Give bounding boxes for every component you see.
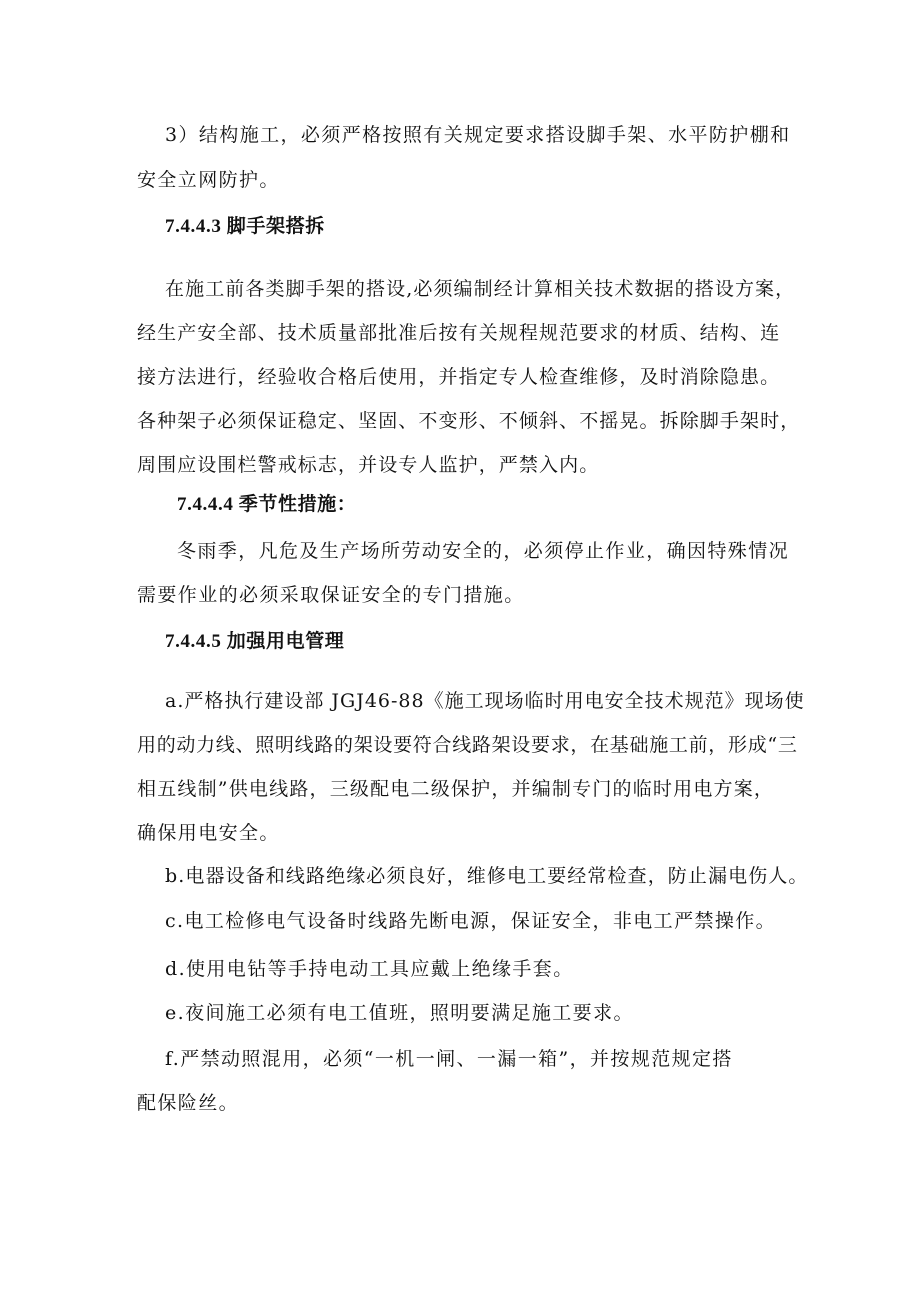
paragraph-season-line-1: 冬雨季，凡危及生产场所劳动安全的，必须停止作业，确因特殊情况 xyxy=(177,540,790,562)
item-d: d.使用电钻等手持电动工具应戴上绝缘手套。 xyxy=(165,958,574,980)
section-heading-7443: 7.4.4.3 脚手架搭拆 xyxy=(165,216,325,237)
item-e: e.夜间施工必须有电工值班，照明要满足施工要求。 xyxy=(165,1002,634,1024)
paragraph-scaffold-line-4: 各种架子必须保证稳定、坚固、不变形、不倾斜、不摇晃。拆除脚手架时， xyxy=(137,410,801,432)
item-a-line-2: 用的动力线、照明线路的架设要符合线路架设要求，在基础施工前，形成“三 xyxy=(137,734,798,756)
paragraph-scaffold-line-2: 经生产安全部、技术质量部批准后按有关规程规范要求的材质、结构、连 xyxy=(137,322,781,344)
paragraph-season-line-2: 需要作业的必须采取保证安全的专门措施。 xyxy=(137,584,525,606)
item-f-line-2: 配保险丝。 xyxy=(137,1092,240,1114)
paragraph-scaffold-line-5: 周围应设围栏警戒标志，并设专人监护，严禁入内。 xyxy=(137,454,600,476)
paragraph-scaffold-line-3: 接方法进行，经验收合格后使用，并指定专人检查维修，及时消除隐患。 xyxy=(137,366,781,388)
paragraph-structure-line-2: 安全立网防护。 xyxy=(137,169,280,191)
section-heading-7444: 7.4.4.4 季节性措施： xyxy=(177,494,357,515)
section-heading-7445: 7.4.4.5 加强用电管理 xyxy=(165,631,345,652)
item-b: b.电器设备和线路绝缘必须良好，维修电工要经常检查，防止漏电伤人。 xyxy=(165,865,809,887)
paragraph-structure-line-1: 3）结构施工，必须严格按照有关规定要求搭设脚手架、水平防护棚和 xyxy=(165,124,791,146)
paragraph-scaffold-line-1: 在施工前各类脚手架的搭设,必须编制经计算相关技术数据的搭设方案， xyxy=(165,278,796,300)
item-a-line-4: 确保用电安全。 xyxy=(137,822,280,844)
item-a-line-1: a.严格执行建设部 JGJ46-88《施工现场临时用电安全技术规范》现场使 xyxy=(165,690,805,712)
item-a-line-3: 相五线制”供电线路，三级配电二级保护，并编制专门的临时用电方案， xyxy=(137,778,775,800)
item-f-line-1: f.严禁动照混用，必须“一机一闸、一漏一箱”，并按规范规定搭 xyxy=(165,1048,733,1070)
item-c: c.电工检修电气设备时线路先断电源，保证安全，非电工严禁操作。 xyxy=(165,910,777,932)
